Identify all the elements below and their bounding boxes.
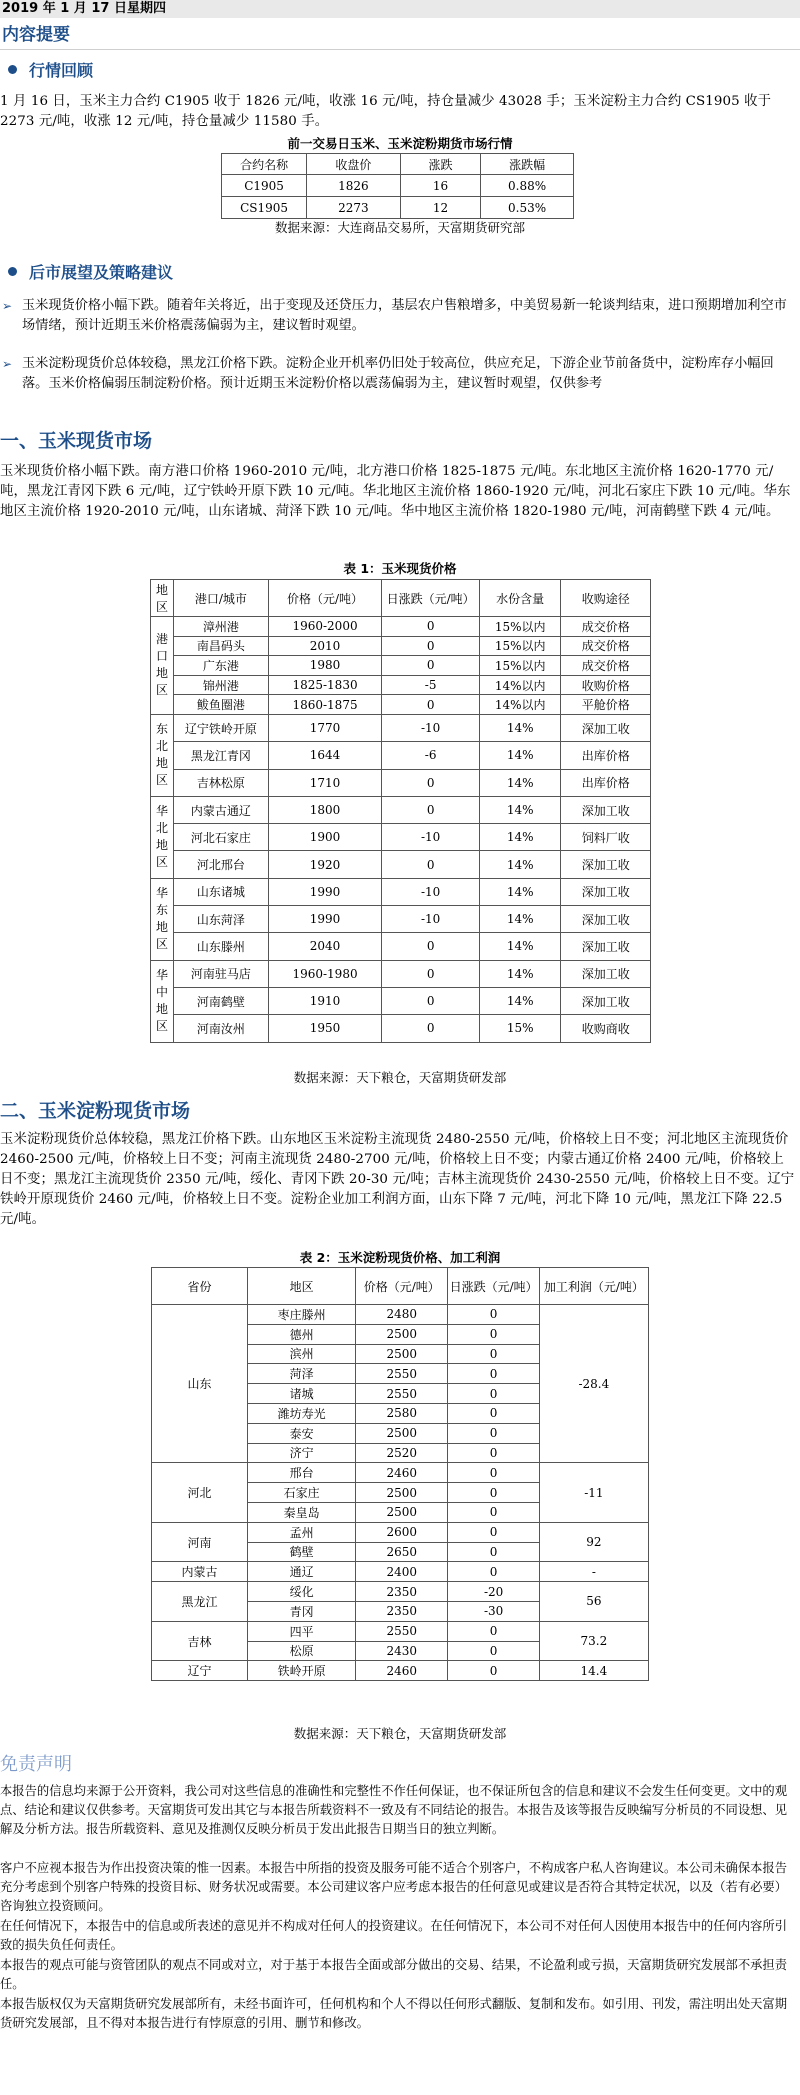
- table-cell: 南昌码头: [174, 636, 269, 656]
- arrow-bullet-icon: ➢: [2, 357, 13, 371]
- content-summary-title: 内容提要: [0, 20, 800, 50]
- column-header: 港口/城市: [174, 580, 269, 617]
- table-cell: 深加工收: [561, 987, 651, 1014]
- table-cell: 0: [448, 1443, 539, 1463]
- disclaimer-paragraph: 本报告的观点可能与资管团队的观点不同或对立，对于基于本报告全面或部分做出的交易、结果，不论盈利或亏损，天富期货研究发展部不承担责任。: [0, 1958, 788, 1991]
- table-cell: 16: [400, 175, 481, 197]
- table-cell: 14%: [479, 851, 560, 878]
- table-row: [151, 636, 651, 656]
- province-cell: 山东: [152, 1305, 248, 1463]
- futures-table: [221, 153, 574, 219]
- table-cell: 河南驻马店: [174, 960, 269, 987]
- table-cell: 通辽: [248, 1562, 356, 1582]
- table-cell: 山东诸城: [174, 878, 269, 905]
- table-cell: -10: [382, 824, 480, 851]
- table-cell: -30: [448, 1601, 539, 1621]
- starch-table-caption: 表 2：玉米淀粉现货价格、加工利润: [299, 1250, 501, 1265]
- table-cell: 2460: [356, 1661, 448, 1681]
- disclaimer-paragraph: 本报告版权仅为天富期货研究发展部所有，未经书面许可，任何机构和个人不得以任何形式翻版、复制和发布。如引用、刊发，需注明出处天富期货研究发展部，且不得对本报告进行有悖原意的引用、删节和修改。: [0, 1997, 788, 2030]
- table-cell: 2350: [356, 1582, 448, 1602]
- column-header: 收购途径: [561, 580, 651, 617]
- table-cell: 2350: [356, 1601, 448, 1621]
- table-cell: 滨州: [248, 1344, 356, 1364]
- table-row: [151, 824, 651, 851]
- table-row: [152, 1305, 649, 1325]
- corn-spot-heading: 一、玉米现货市场: [0, 430, 153, 452]
- table-cell: 锦州港: [174, 675, 269, 695]
- table-cell: 山东菏泽: [174, 906, 269, 933]
- table-cell: 深加工收: [561, 906, 651, 933]
- table-cell: 0: [382, 695, 480, 715]
- region-cell: 华中地区: [151, 960, 174, 1042]
- table-cell: 1950: [268, 1015, 382, 1042]
- province-cell: 内蒙古: [152, 1562, 248, 1582]
- bullet-icon: [8, 267, 17, 276]
- table-cell: 2430: [356, 1641, 448, 1661]
- column-header: 地区: [151, 580, 174, 617]
- column-header: 收盘价: [307, 154, 401, 175]
- table-cell: 2580: [356, 1403, 448, 1423]
- table-cell: 广东港: [174, 656, 269, 676]
- table-cell: 深加工收: [561, 796, 651, 823]
- table-cell: 14%以内: [479, 675, 560, 695]
- table-cell: -5: [382, 675, 480, 695]
- column-header: 地区: [248, 1268, 356, 1305]
- outlook-item: [0, 354, 796, 394]
- bullet-icon: [8, 65, 17, 74]
- table-cell: 2600: [356, 1522, 448, 1542]
- table-cell: 2650: [356, 1542, 448, 1562]
- table-row: [151, 617, 651, 637]
- province-cell: 吉林: [152, 1621, 248, 1661]
- report-date: 2019 年 1 月 17 日星期四: [0, 0, 800, 18]
- table-cell: 14%: [479, 714, 560, 741]
- table-cell: 0: [382, 1015, 480, 1042]
- table-cell: 成交价格: [561, 636, 651, 656]
- table-cell: 14%: [479, 824, 560, 851]
- table-row: [152, 1463, 649, 1483]
- table-row: [152, 1562, 649, 1582]
- table-cell: 1990: [268, 906, 382, 933]
- table-cell: 12: [400, 197, 481, 219]
- table-cell: 收购价格: [561, 675, 651, 695]
- table-cell: 1980: [268, 656, 382, 676]
- table-cell: 2500: [356, 1502, 448, 1522]
- table-cell: 1825-1830: [268, 675, 382, 695]
- table-cell: 1860-1875: [268, 695, 382, 715]
- table-row: [151, 796, 651, 823]
- table-cell: 枣庄滕州: [248, 1305, 356, 1325]
- province-cell: 河南: [152, 1522, 248, 1562]
- table-cell: 0: [448, 1562, 539, 1582]
- table-row: [151, 675, 651, 695]
- table-cell: 松原: [248, 1641, 356, 1661]
- table-cell: 泰安: [248, 1423, 356, 1443]
- table-cell: 鲅鱼圈港: [174, 695, 269, 715]
- table-cell: -6: [382, 742, 480, 769]
- table-cell: 鹤壁: [248, 1542, 356, 1562]
- table-cell: 收购商收: [561, 1015, 651, 1042]
- table-row: [222, 197, 574, 219]
- table-cell: 0.53%: [481, 197, 574, 219]
- province-cell: 黑龙江: [152, 1582, 248, 1622]
- table-row: [151, 878, 651, 905]
- table-cell: 14%: [479, 769, 560, 796]
- column-header: 价格（元/吨）: [356, 1268, 448, 1305]
- table-cell: 15%: [479, 1015, 560, 1042]
- table-row: [151, 769, 651, 796]
- profit-cell: -: [539, 1562, 648, 1582]
- outlook-item: [0, 296, 796, 336]
- table-row: [151, 987, 651, 1014]
- table-cell: 14%: [479, 960, 560, 987]
- table-row: [152, 1621, 649, 1641]
- outlook-item-text: 玉米淀粉现货价总体较稳，黑龙江价格下跌。淀粉企业开机率仍旧处于较高位，供应充足，下游企业节前备货中，淀粉库存小幅回落。玉米价格偏弱压制淀粉价格。预计近期玉米淀粉价格以震荡偏弱为主，建议暂时观望，仅供参考: [22, 356, 774, 391]
- starch-spot-text: 玉米淀粉现货价总体较稳，黑龙江价格下跌。山东地区玉米淀粉主流现货 2480-2550 元/吨，价格较上日不变；河北地区主流现货价 2460-2500 元/吨，价格较上日不变；河南主流现货 2480-2700 元/吨，价格较上日不变；内蒙古通辽价格 2400 元/吨，价格较上日不变；黑龙江主流现货价 2350 元/吨，绥化、青冈下跌 20-30 元/吨；吉林主流现货价 2430-2550 元/吨，价格较上日不变。辽宁铁岭开原现货价 2460 元/吨，价格较上日不变。淀粉企业加工利润方面，山东下降 7 元/吨，河北下降 10 元/吨，黑龙江下降 22.5 元/吨。: [0, 1132, 795, 1227]
- table-cell: 14%: [479, 878, 560, 905]
- table-row: [151, 695, 651, 715]
- table-row: [152, 1582, 649, 1602]
- table-cell: 0: [448, 1423, 539, 1443]
- table-cell: 四平: [248, 1621, 356, 1641]
- table-cell: 邢台: [248, 1463, 356, 1483]
- table-cell: 0: [382, 617, 480, 637]
- disclaimer-paragraph: 本报告的信息均来源于公开资料，我公司对这些信息的准确性和完整性不作任何保证，也不保证所包含的信息和建议不会发生任何变更。文中的观点、结论和建议仅供参考。天富期货可发出其它与本报告所载资料不一致及有不同结论的报告。本报告及该等报告反映编写分析员的不同设想、见解及分析方法。报告所载资料、意见及推测仅反映分析员于发出此报告日期当日的独立判断。: [0, 1784, 788, 1836]
- table-cell: 0: [448, 1483, 539, 1503]
- table-cell: 山东滕州: [174, 933, 269, 960]
- table-cell: 深加工收: [561, 960, 651, 987]
- table-cell: 14%: [479, 933, 560, 960]
- table-cell: 秦皇岛: [248, 1502, 356, 1522]
- table-cell: 15%以内: [479, 636, 560, 656]
- table-cell: 0: [448, 1661, 539, 1681]
- table-cell: 14%: [479, 796, 560, 823]
- column-header: 日涨跌（元/吨）: [382, 580, 480, 617]
- futures-table-caption: 前一交易日玉米、玉米淀粉期货市场行情: [287, 136, 513, 151]
- table-cell: 1910: [268, 987, 382, 1014]
- table-cell: 出库价格: [561, 769, 651, 796]
- table-cell: C1905: [222, 175, 307, 197]
- table-cell: 成交价格: [561, 617, 651, 637]
- column-header: 涨跌幅: [481, 154, 574, 175]
- profit-cell: 73.2: [539, 1621, 648, 1661]
- table-cell: 辽宁铁岭开原: [174, 714, 269, 741]
- table-cell: 0: [448, 1364, 539, 1384]
- table-cell: 0: [448, 1542, 539, 1562]
- table-cell: 潍坊寿光: [248, 1403, 356, 1423]
- table-cell: 饲料厂收: [561, 824, 651, 851]
- table-cell: 0: [448, 1344, 539, 1364]
- column-header: 涨跌: [400, 154, 481, 175]
- table-cell: 1826: [307, 175, 401, 197]
- starch-table-source: 数据来源：天下粮仓，天富期货研发部: [293, 1726, 507, 1741]
- table-cell: 深加工收: [561, 878, 651, 905]
- outlook-title: 后市展望及策略建议: [29, 263, 174, 282]
- table-cell: 深加工收: [561, 851, 651, 878]
- starch-spot-table: [151, 1267, 649, 1681]
- table-cell: 成交价格: [561, 656, 651, 676]
- table-cell: 0: [448, 1305, 539, 1325]
- table-cell: 2460: [356, 1463, 448, 1483]
- region-cell: 华北地区: [151, 796, 174, 878]
- table-cell: 0: [382, 851, 480, 878]
- table-cell: 0: [382, 769, 480, 796]
- table-cell: 14%: [479, 987, 560, 1014]
- table-cell: 0: [382, 987, 480, 1014]
- column-header: 省份: [152, 1268, 248, 1305]
- table-cell: 0: [382, 656, 480, 676]
- starch-spot-heading: 二、玉米淀粉现货市场: [0, 1100, 191, 1122]
- table-cell: 2500: [356, 1344, 448, 1364]
- table-cell: 1800: [268, 796, 382, 823]
- table-cell: 石家庄: [248, 1483, 356, 1503]
- table-header-row: [222, 154, 574, 175]
- profit-cell: -11: [539, 1463, 648, 1522]
- table-cell: 平舱价格: [561, 695, 651, 715]
- table-cell: 0: [382, 796, 480, 823]
- table-row: [151, 933, 651, 960]
- table-cell: 1920: [268, 851, 382, 878]
- table-row: [151, 656, 651, 676]
- table-cell: 0: [382, 960, 480, 987]
- table-cell: 1770: [268, 714, 382, 741]
- table-cell: 1990: [268, 878, 382, 905]
- market-review-heading: [8, 60, 93, 82]
- disclaimer-title: 免责声明: [0, 1754, 72, 1775]
- table-cell: 0: [448, 1621, 539, 1641]
- column-header: 价格（元/吨）: [268, 580, 382, 617]
- table-cell: 黑龙江青冈: [174, 742, 269, 769]
- table-cell: 1644: [268, 742, 382, 769]
- table-cell: 0: [448, 1403, 539, 1423]
- market-review-text: 1 月 16 日，玉米主力合约 C1905 收于 1826 元/吨，收涨 16 元/吨，持仓量减少 43028 手；玉米淀粉主力合约 CS1905 收于 2273 元/吨，收涨 12 元/吨，持仓量减少 11580 手。: [0, 94, 772, 129]
- table-cell: 0: [448, 1463, 539, 1483]
- table-row: [222, 175, 574, 197]
- table-cell: 0: [448, 1502, 539, 1522]
- table-cell: 14%: [479, 742, 560, 769]
- table-cell: 河南汝州: [174, 1015, 269, 1042]
- table-cell: 1710: [268, 769, 382, 796]
- profit-cell: 92: [539, 1522, 648, 1562]
- table-cell: -10: [382, 906, 480, 933]
- profit-cell: 56: [539, 1582, 648, 1622]
- table-cell: 绥化: [248, 1582, 356, 1602]
- table-cell: 0: [448, 1324, 539, 1344]
- table-cell: 漳州港: [174, 617, 269, 637]
- disclaimer-paragraph: 在任何情况下，本报告中的信息或所表述的意见并不构成对任何人的投资建议。在任何情况下，本公司不对任何人因使用本报告中的任何内容所引致的损失负任何责任。: [0, 1919, 788, 1952]
- table-cell: 2480: [356, 1305, 448, 1325]
- region-cell: 东北地区: [151, 714, 174, 796]
- table-cell: 吉林松原: [174, 769, 269, 796]
- table-row: [151, 851, 651, 878]
- table-cell: 1960-2000: [268, 617, 382, 637]
- table-cell: -10: [382, 878, 480, 905]
- table-header-row: [152, 1268, 649, 1305]
- corn-spot-table: [150, 579, 651, 1043]
- market-review-title: 行情回顾: [29, 61, 94, 80]
- table-cell: 0: [448, 1522, 539, 1542]
- table-cell: 2500: [356, 1483, 448, 1503]
- table-cell: 2550: [356, 1621, 448, 1641]
- table-cell: 青冈: [248, 1601, 356, 1621]
- profit-cell: -28.4: [539, 1305, 648, 1463]
- table-cell: 铁岭开原: [248, 1661, 356, 1681]
- table-cell: 2010: [268, 636, 382, 656]
- table-cell: 内蒙古通辽: [174, 796, 269, 823]
- table-cell: 2500: [356, 1324, 448, 1344]
- corn-table-source: 数据来源：天下粮仓，天富期货研发部: [293, 1070, 507, 1085]
- region-cell: 港口地区: [151, 617, 174, 715]
- table-cell: 2273: [307, 197, 401, 219]
- column-header: 日涨跌（元/吨）: [448, 1268, 539, 1305]
- table-row: [151, 1015, 651, 1042]
- table-cell: 0.88%: [481, 175, 574, 197]
- table-cell: 深加工收: [561, 714, 651, 741]
- table-cell: 河北邢台: [174, 851, 269, 878]
- arrow-bullet-icon: ➢: [2, 299, 13, 313]
- futures-table-source: 数据来源：大连商品交易所，天富期货研究部: [274, 220, 525, 235]
- column-header: 加工利润（元/吨）: [539, 1268, 648, 1305]
- table-row: [152, 1522, 649, 1542]
- corn-spot-text: 玉米现货价格小幅下跌。南方港口价格 1960-2010 元/吨，北方港口价格 1825-1875 元/吨。东北地区主流价格 1620-1770 元/吨，黑龙江青冈下跌 6 元/吨，辽宁铁岭开原下跌 10 元/吨。华北地区主流价格 1860-1920 元/吨，河北石家庄下跌 10 元/吨。华东地区主流价格 1920-2010 元/吨，山东诸城、菏泽下跌 10 元/吨。华中地区主流价格 1820-1980 元/吨，河南鹤壁下跌 4 元/吨。: [0, 464, 791, 519]
- table-header-row: [151, 580, 651, 617]
- table-cell: 15%以内: [479, 656, 560, 676]
- table-cell: 河南鹤壁: [174, 987, 269, 1014]
- table-cell: 济宁: [248, 1443, 356, 1463]
- table-cell: 孟州: [248, 1522, 356, 1542]
- table-cell: 2040: [268, 933, 382, 960]
- table-cell: -10: [382, 714, 480, 741]
- table-row: [151, 714, 651, 741]
- province-cell: 辽宁: [152, 1661, 248, 1681]
- table-cell: CS1905: [222, 197, 307, 219]
- table-cell: 2400: [356, 1562, 448, 1582]
- corn-table-caption: 表 1：玉米现货价格: [343, 561, 457, 576]
- table-cell: 14%以内: [479, 695, 560, 715]
- province-cell: 河北: [152, 1463, 248, 1522]
- table-row: [151, 906, 651, 933]
- table-cell: 菏泽: [248, 1364, 356, 1384]
- table-cell: 0: [382, 933, 480, 960]
- column-header: 合约名称: [222, 154, 307, 175]
- table-row: [151, 742, 651, 769]
- table-cell: 14%: [479, 906, 560, 933]
- table-cell: 深加工收: [561, 933, 651, 960]
- table-cell: 2550: [356, 1364, 448, 1384]
- table-cell: 1900: [268, 824, 382, 851]
- profit-cell: 14.4: [539, 1661, 648, 1681]
- region-cell: 华东地区: [151, 878, 174, 960]
- disclaimer-paragraph: 客户不应视本报告为作出投资决策的惟一因素。本报告中所指的投资及服务可能不适合个别客户，不构成客户私人咨询建议。本公司未确保本报告充分考虑到个别客户特殊的投资目标、财务状况或需要。本公司建议客户应考虑本报告的任何意见或建议是否符合其特定状况，以及（若有必要）咨询独立投资顾问。: [0, 1861, 788, 1913]
- table-row: [151, 960, 651, 987]
- table-cell: 诸城: [248, 1384, 356, 1404]
- table-row: [152, 1661, 649, 1681]
- table-cell: 2550: [356, 1384, 448, 1404]
- column-header: 水份含量: [479, 580, 560, 617]
- table-cell: 15%以内: [479, 617, 560, 637]
- outlook-heading: [8, 262, 173, 284]
- table-cell: 河北石家庄: [174, 824, 269, 851]
- table-cell: 1960-1980: [268, 960, 382, 987]
- table-cell: 德州: [248, 1324, 356, 1344]
- table-cell: 2500: [356, 1423, 448, 1443]
- table-cell: 2520: [356, 1443, 448, 1463]
- table-cell: -20: [448, 1582, 539, 1602]
- table-cell: 0: [448, 1384, 539, 1404]
- table-cell: 0: [382, 636, 480, 656]
- table-cell: 出库价格: [561, 742, 651, 769]
- table-cell: 0: [448, 1641, 539, 1661]
- outlook-item-text: 玉米现货价格小幅下跌。随着年关将近，出于变现及还贷压力，基层农户售粮增多，中美贸易新一轮谈判结束，进口预期增加利空市场情绪，预计近期玉米价格震荡偏弱为主，建议暂时观望。: [22, 298, 787, 333]
